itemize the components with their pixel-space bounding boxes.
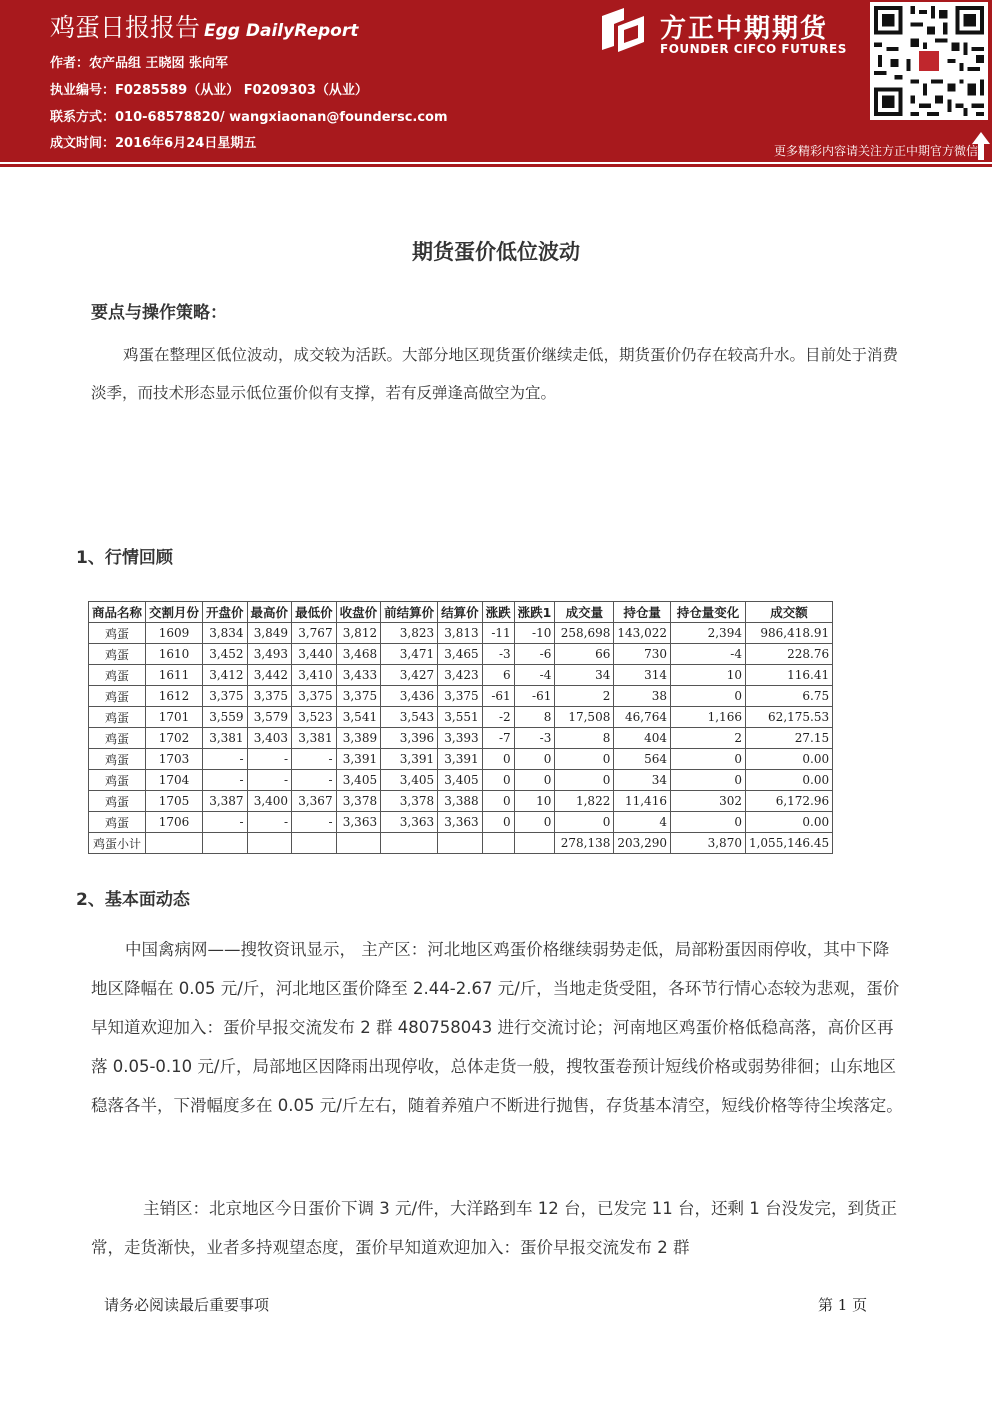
table-cell: 1705 [146, 791, 203, 812]
table-cell: 27.15 [745, 728, 832, 749]
table-cell: 1706 [146, 812, 203, 833]
table-cell: 0 [670, 812, 745, 833]
table-cell: 1702 [146, 728, 203, 749]
page-number: 第 1 页 [818, 1296, 868, 1314]
table-cell [336, 833, 381, 854]
table-row [89, 644, 833, 665]
table-row [89, 686, 833, 707]
table-cell: 0.00 [745, 812, 832, 833]
table-cell: - [247, 770, 292, 791]
table-cell: 0 [482, 770, 514, 791]
table-cell: 730 [614, 644, 671, 665]
table-cell: 3,812 [336, 623, 381, 644]
table-cell: 0 [482, 749, 514, 770]
table-cell: 1609 [146, 623, 203, 644]
table-cell: 314 [614, 665, 671, 686]
fundamentals-paragraph-1: 中国禽病网——搜牧资讯显示， 主产区：河北地区鸡蛋价格继续弱势走低，局部粉蛋因雨停收，其中下降地区降幅在 0.05 元/斤，河北地区蛋价降至 2.44-2.67 元/斤，当地走货受阻，各环节行情心态较为悲观，蛋价早知道欢迎加入：蛋价早报交流发布 2 群 480758043 进行交流讨论；河南地区鸡蛋价格低稳高落，高价区再落 0.05-0.10 元/斤，局部地区因降雨出现停收，总体走货一般，搜牧蛋卷预计短线价格或弱势徘徊；山东地区稳落各半，下滑幅度多在 0.05 元/斤左右，随着养殖户不断进行抛售，存货基本清空，短线价格等待尘埃落定。 [91, 940, 903, 1115]
table-cell: 278,138 [555, 833, 614, 854]
table-cell: 0 [514, 770, 555, 791]
table-cell: -4 [670, 644, 745, 665]
table-cell: 34 [555, 665, 614, 686]
table-cell: 10 [514, 791, 555, 812]
table-cell: 1703 [146, 749, 203, 770]
table-cell: -3 [482, 644, 514, 665]
table-cell: 3,423 [438, 665, 483, 686]
table-cell: 3,465 [438, 644, 483, 665]
table-cell [203, 833, 248, 854]
col-header: 开盘价 [203, 602, 248, 623]
col-header: 前结算价 [381, 602, 438, 623]
table-cell: 143,022 [614, 623, 671, 644]
logo-text-en: FOUNDER CIFCO FUTURES [660, 42, 847, 56]
table-cell: -7 [482, 728, 514, 749]
table-cell: 1701 [146, 707, 203, 728]
table-cell: - [203, 749, 248, 770]
founder-logo-icon [600, 6, 646, 52]
table-cell: - [247, 812, 292, 833]
table-body [89, 623, 833, 854]
logo-text-cn: 方正中期期货 [660, 14, 829, 44]
col-header: 持仓量 [614, 602, 671, 623]
table-cell: 鸡蛋 [89, 707, 146, 728]
table-cell: 1611 [146, 665, 203, 686]
table-cell: 鸡蛋 [89, 623, 146, 644]
table-cell: 3,433 [336, 665, 381, 686]
col-header: 结算价 [438, 602, 483, 623]
table-cell: 3,541 [336, 707, 381, 728]
table-cell: 3,452 [203, 644, 248, 665]
table-row [89, 791, 833, 812]
table-cell: 3,375 [247, 686, 292, 707]
table-cell: 0.00 [745, 749, 832, 770]
table-cell: 3,849 [247, 623, 292, 644]
table-cell: 6,172.96 [745, 791, 832, 812]
table-cell: 鸡蛋 [89, 791, 146, 812]
table-cell: 3,391 [336, 749, 381, 770]
table-cell: 1,166 [670, 707, 745, 728]
table-cell: 0 [514, 749, 555, 770]
table-header-row [89, 602, 833, 623]
header-divider [0, 164, 992, 167]
table-cell: 2 [555, 686, 614, 707]
table-cell: 404 [614, 728, 671, 749]
table-cell: 鸡蛋 [89, 644, 146, 665]
table-cell: -6 [514, 644, 555, 665]
table-cell: 3,388 [438, 791, 483, 812]
date-line: 成文时间：2016年6月24日星期五 [50, 136, 257, 151]
table-cell: 3,367 [292, 791, 337, 812]
col-header: 持仓量变化 [670, 602, 745, 623]
wechat-follow-note: 更多精彩内容请关注方正中期官方微信 [773, 144, 978, 158]
table-cell: 66 [555, 644, 614, 665]
table-cell: 3,405 [336, 770, 381, 791]
table-cell: 鸡蛋 [89, 770, 146, 791]
table-cell: 3,405 [438, 770, 483, 791]
table-cell: 0 [555, 812, 614, 833]
table-cell: 3,387 [203, 791, 248, 812]
table-cell: 3,767 [292, 623, 337, 644]
table-cell: 62,175.53 [745, 707, 832, 728]
table-cell: 0 [555, 749, 614, 770]
table-row [89, 665, 833, 686]
table-cell [146, 833, 203, 854]
table-cell: 3,375 [203, 686, 248, 707]
table-cell: 3,375 [336, 686, 381, 707]
table-cell: -10 [514, 623, 555, 644]
table-cell: 0 [555, 770, 614, 791]
table-cell: - [292, 812, 337, 833]
table-cell: 3,823 [381, 623, 438, 644]
col-header: 最高价 [247, 602, 292, 623]
table-cell: 0 [670, 770, 745, 791]
table-cell: 3,378 [336, 791, 381, 812]
report-header [0, 0, 992, 162]
table-cell: - [203, 812, 248, 833]
table-row [89, 749, 833, 770]
table-cell: 1,822 [555, 791, 614, 812]
table-cell: 1612 [146, 686, 203, 707]
company-logo [600, 6, 860, 62]
table-row [89, 812, 833, 833]
table-cell: - [292, 749, 337, 770]
table-cell: 0 [482, 812, 514, 833]
table-cell: 3,363 [336, 812, 381, 833]
table-cell: 鸡蛋小计 [89, 833, 146, 854]
table-cell: 3,427 [381, 665, 438, 686]
table-cell: 3,523 [292, 707, 337, 728]
table-cell: 3,389 [336, 728, 381, 749]
table-cell: - [292, 770, 337, 791]
table-cell: 3,396 [381, 728, 438, 749]
document-title: 期货蛋价低位波动 [412, 240, 580, 264]
table-cell: 3,436 [381, 686, 438, 707]
contact-line: 联系方式：010-68578820/ wangxiaonan@foundersc.com [50, 110, 448, 125]
report-title [50, 8, 358, 44]
table-cell: 3,391 [381, 749, 438, 770]
col-header: 成交量 [555, 602, 614, 623]
table-row [89, 833, 833, 854]
table-cell: 3,410 [292, 665, 337, 686]
table-cell: -2 [482, 707, 514, 728]
table-cell: 228.76 [745, 644, 832, 665]
table-cell: 3,559 [203, 707, 248, 728]
table-cell: 鸡蛋 [89, 749, 146, 770]
table-cell: 鸡蛋 [89, 665, 146, 686]
fundamentals-heading: 2、基本面动态 [76, 890, 190, 910]
table-cell: 3,813 [438, 623, 483, 644]
table-cell: 564 [614, 749, 671, 770]
table-cell: -4 [514, 665, 555, 686]
table-cell: 3,551 [438, 707, 483, 728]
table-cell: 3,468 [336, 644, 381, 665]
table-row [89, 623, 833, 644]
table-cell: 3,405 [381, 770, 438, 791]
table-cell: - [247, 749, 292, 770]
table-cell: 11,416 [614, 791, 671, 812]
table-cell: 3,381 [292, 728, 337, 749]
table-cell: 1610 [146, 644, 203, 665]
table-cell: -61 [482, 686, 514, 707]
table-cell: 3,393 [438, 728, 483, 749]
table-cell: 鸡蛋 [89, 686, 146, 707]
table-cell [292, 833, 337, 854]
table-row [89, 770, 833, 791]
arrow-up-icon [972, 132, 990, 160]
table-cell: 0 [514, 812, 555, 833]
table-cell: 3,400 [247, 791, 292, 812]
table-cell: 46,764 [614, 707, 671, 728]
footer-notice: 请务必阅读最后重要事项 [104, 1296, 270, 1314]
report-title-cn: 鸡蛋日报报告 [50, 13, 201, 42]
table-cell: 3,363 [438, 812, 483, 833]
col-header: 成交额 [745, 602, 832, 623]
table-cell [381, 833, 438, 854]
table-row [89, 728, 833, 749]
col-header: 商品名称 [89, 602, 146, 623]
license-line: 执业编号：F0285589（从业） F0209303（从业） [50, 83, 368, 98]
table-cell: 3,440 [292, 644, 337, 665]
author-line: 作者：农产品组 王晓囡 张向军 [50, 56, 229, 71]
table-cell: -11 [482, 623, 514, 644]
fundamentals-paragraph-2: 主销区：北京地区今日蛋价下调 3 元/件，大洋路到车 12 台，已发完 11 台，还剩 1 台没发完，到货正常，走货渐快，业者多持观望态度，蛋价早知道欢迎加入：蛋价早报交流发布 2 群 [91, 1199, 898, 1257]
table-cell: 3,378 [381, 791, 438, 812]
table-cell: 34 [614, 770, 671, 791]
table-cell: 2,394 [670, 623, 745, 644]
table-cell [438, 833, 483, 854]
table-cell: 6.75 [745, 686, 832, 707]
table-cell: 3,543 [381, 707, 438, 728]
table-cell: 3,363 [381, 812, 438, 833]
table-cell: 0 [670, 686, 745, 707]
col-header: 最低价 [292, 602, 337, 623]
table-cell: 3,403 [247, 728, 292, 749]
table-cell: 3,375 [292, 686, 337, 707]
table-cell [514, 833, 555, 854]
wechat-qr-code[interactable] [870, 2, 988, 120]
table-cell: 鸡蛋 [89, 728, 146, 749]
table-cell: 6 [482, 665, 514, 686]
strategy-heading: 要点与操作策略： [91, 303, 227, 323]
table-cell: 3,471 [381, 644, 438, 665]
table-cell: -3 [514, 728, 555, 749]
report-title-en: Egg DailyReport [204, 21, 359, 41]
market-review-heading: 1、行情回顾 [76, 548, 173, 568]
table-cell: 3,381 [203, 728, 248, 749]
col-header: 收盘价 [336, 602, 381, 623]
table-cell: 3,870 [670, 833, 745, 854]
table-cell: 3,834 [203, 623, 248, 644]
table-cell: -61 [514, 686, 555, 707]
table-cell: 1704 [146, 770, 203, 791]
market-data-table [88, 601, 833, 854]
table-cell: 302 [670, 791, 745, 812]
col-header: 交割月份 [146, 602, 203, 623]
table-row [89, 707, 833, 728]
table-cell: 38 [614, 686, 671, 707]
table-cell: 0.00 [745, 770, 832, 791]
table-cell: 3,442 [247, 665, 292, 686]
table-cell: 2 [670, 728, 745, 749]
table-cell: 3,493 [247, 644, 292, 665]
col-header: 涨跌 [482, 602, 514, 623]
table-cell [247, 833, 292, 854]
table-cell: 986,418.91 [745, 623, 832, 644]
table-cell: 鸡蛋 [89, 812, 146, 833]
table-cell: 1,055,146.45 [745, 833, 832, 854]
table-cell: 116.41 [745, 665, 832, 686]
table-cell: 3,412 [203, 665, 248, 686]
strategy-paragraph: 鸡蛋在整理区低位波动，成交较为活跃。大部分地区现货蛋价继续走低，期货蛋价仍存在较高升水。目前处于消费淡季，而技术形态显示低位蛋价似有支撑，若有反弹逢高做空为宜。 [91, 346, 899, 402]
table-cell: 4 [614, 812, 671, 833]
table-cell: 8 [514, 707, 555, 728]
table-cell: - [203, 770, 248, 791]
table-cell: 0 [482, 791, 514, 812]
table-cell: 8 [555, 728, 614, 749]
table-cell [482, 833, 514, 854]
table-cell: 258,698 [555, 623, 614, 644]
table-cell: 3,391 [438, 749, 483, 770]
table-cell: 3,579 [247, 707, 292, 728]
table-cell: 10 [670, 665, 745, 686]
table-cell: 3,375 [438, 686, 483, 707]
table-cell: 0 [670, 749, 745, 770]
table-cell: 17,508 [555, 707, 614, 728]
col-header: 涨跌1 [514, 602, 555, 623]
table-cell: 203,290 [614, 833, 671, 854]
